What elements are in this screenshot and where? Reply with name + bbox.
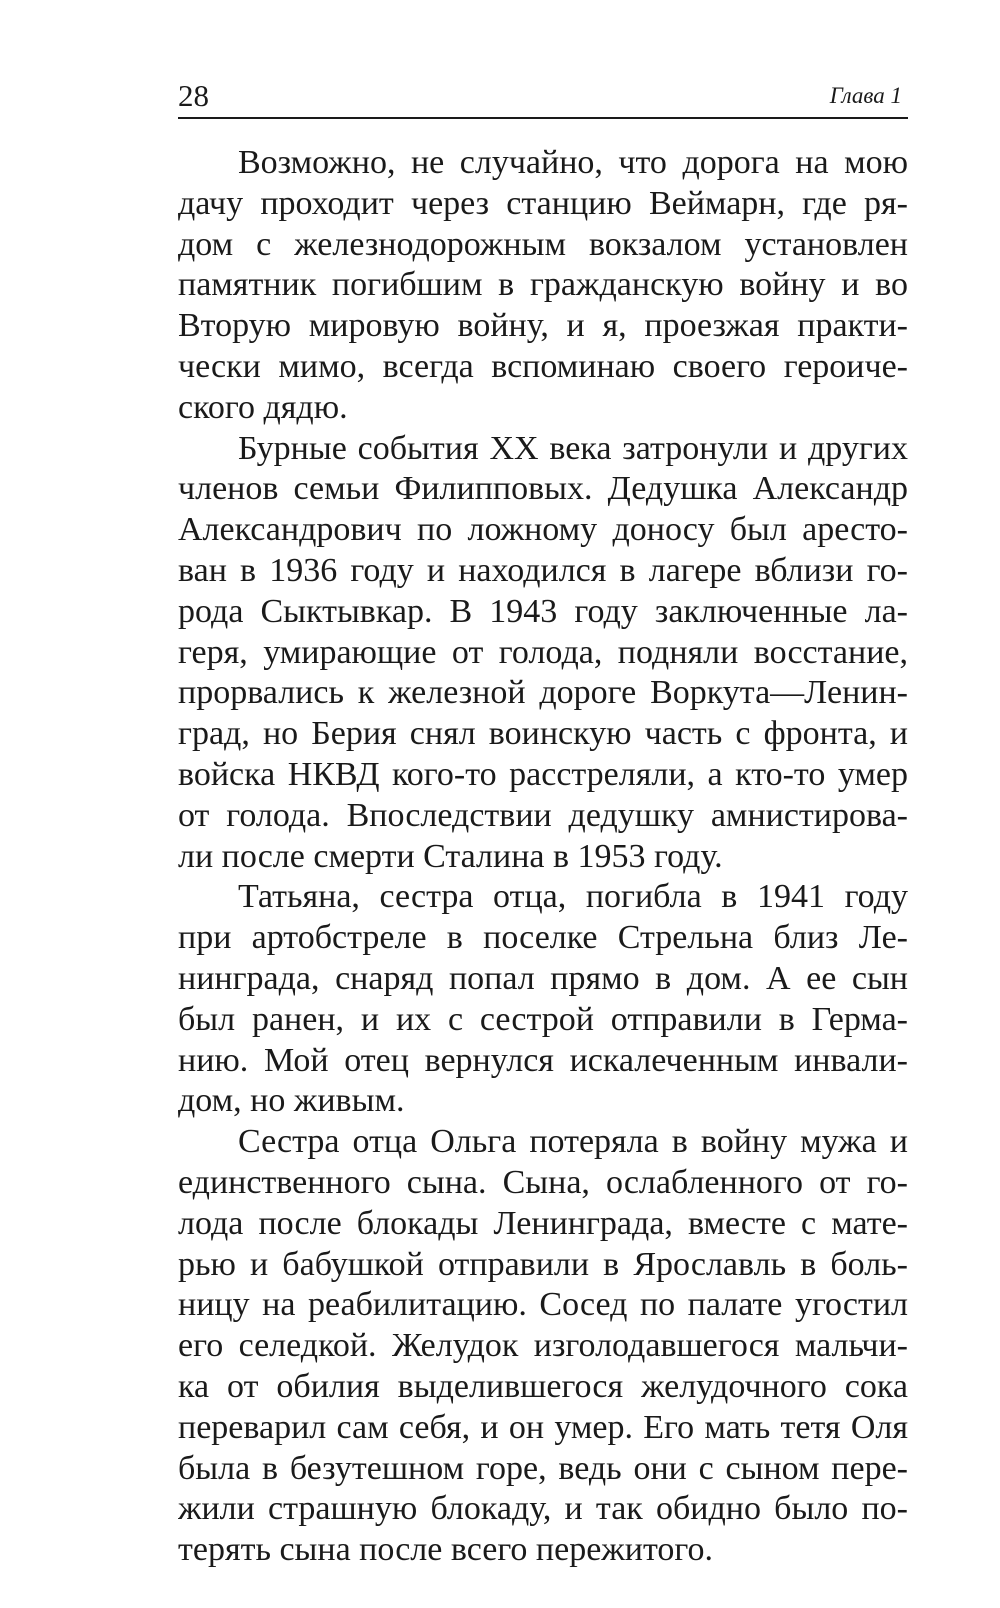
text-line: геря, умирающие от голода, подняли восстание, xyxy=(178,633,908,671)
text-line: памятник погибшим в гражданскую войну и во xyxy=(178,266,908,304)
text-line: Бурные события XX века затронули и других xyxy=(238,429,908,467)
text-line: град, но Берия снял воинскую часть с фронта, и xyxy=(178,715,908,753)
body-text xyxy=(178,143,908,1571)
text-line: нию. Мой отец вернулся искалеченным инвали- xyxy=(178,1041,908,1079)
text-line: ван в 1936 году и находился в лагере вблизи го- xyxy=(178,551,908,589)
header-rule xyxy=(178,117,908,119)
text-line: ли после смерти Сталина в 1953 году. xyxy=(178,837,723,875)
text-line: терять сына после всего пережитого. xyxy=(178,1531,713,1569)
chapter-label: Глава 1 xyxy=(829,83,902,108)
text-line: Татьяна, сестра отца, погибла в 1941 году xyxy=(238,878,908,916)
text-line: жили страшную блокаду, и так обидно было по- xyxy=(178,1490,908,1528)
paragraph xyxy=(178,1122,908,1571)
text-line: рью и бабушкой отправили в Ярославль в боль- xyxy=(178,1245,908,1283)
text-line: Возможно, не случайно, что дорога на мою xyxy=(238,144,908,181)
text-line: чески мимо, всегда вспоминаю своего героиче- xyxy=(178,347,908,385)
text-line: членов семьи Филипповых. Дедушка Александр xyxy=(178,470,908,508)
paragraph xyxy=(178,429,908,878)
text-line: был ранен, и их с сестрой отправили в Герма- xyxy=(178,1000,908,1038)
text-line: при артобстреле в поселке Стрельна близ Ле- xyxy=(178,919,908,957)
running-header xyxy=(178,76,908,116)
text-line: Александрович по ложному доносу был аресто- xyxy=(178,511,908,549)
text-line: ницу на реабилитацию. Сосед по палате угостил xyxy=(178,1286,908,1324)
text-line: ского дядю. xyxy=(178,388,348,426)
page-number: 28 xyxy=(178,78,209,113)
text-line: рода Сыктывкар. В 1943 году заключенные ла- xyxy=(178,592,908,630)
text-line: ка от обилия выделившегося желудочного сока xyxy=(178,1367,908,1405)
paragraph xyxy=(178,143,908,429)
text-line: Вторую мировую войну, и я, проезжая практи- xyxy=(178,307,908,345)
text-line: прорвались к железной дороге Воркута—Ленин- xyxy=(178,674,908,712)
text-line: его селедкой. Желудок изголодавшегося мальчи- xyxy=(178,1327,908,1365)
text-line: войска НКВД кого-то расстреляли, а кто-то умер xyxy=(178,755,908,793)
text-line: Сестра отца Ольга потеряла в войну мужа и xyxy=(238,1123,908,1161)
text-line: дачу проходит через станцию Веймарн, где ря- xyxy=(178,184,908,222)
text-line: переварил сам себя, и он умер. Его мать тетя Оля xyxy=(178,1408,908,1446)
text-line: единственного сына. Сына, ослабленного от го- xyxy=(178,1163,908,1201)
text-line: нинграда, снаряд попал прямо в дом. А ее сын xyxy=(178,959,908,997)
text-line: дом, но живым. xyxy=(178,1082,405,1120)
text-line: от голода. Впоследствии дедушку амнистирова- xyxy=(178,796,908,834)
text-line: лода после блокады Ленинграда, вместе с мате- xyxy=(178,1204,908,1242)
text-line: была в безутешном горе, ведь они с сыном пере- xyxy=(178,1449,908,1487)
paragraph xyxy=(178,877,908,1122)
text-line: дом с железнодорожным вокзалом установлен xyxy=(178,225,908,263)
